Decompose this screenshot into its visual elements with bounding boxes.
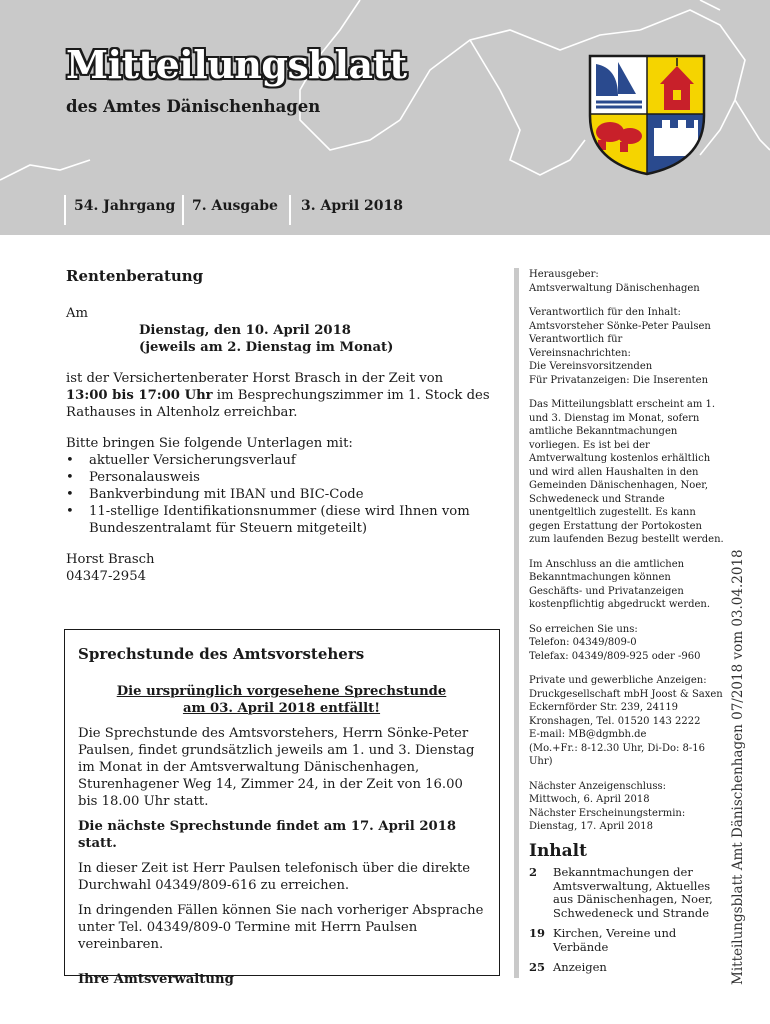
toc-page-number: 19 <box>529 926 546 940</box>
advertising-label: Private und gewerbliche Anzeigen: <box>529 675 707 686</box>
publication-subtitle: des Amtes Dänischenhagen <box>66 97 321 116</box>
next-issue-date: Dienstag, 17. April 2018 <box>529 821 653 832</box>
responsible-line: Für Privatanzeigen: Die Inserenten <box>529 374 709 386</box>
vertical-issue-note: Mitteilungsblatt Amt Dänischenhagen 07/2018 vom 03.04.2018 <box>730 549 746 985</box>
publication-title: Mitteilungsblatt <box>66 42 407 87</box>
rentenberatung-section <box>66 268 506 585</box>
advertising-hours: (Mo.+Fr.: 8-12.30 Uhr, Di-Do: 8-16 Uhr) <box>529 742 705 767</box>
contact-block <box>529 623 724 664</box>
appointment-paragraph: In dringenden Fällen können Sie nach vorheriger Absprache unter Tel. 04349/809-0 Termine mit Herrn Paulsen vereinbaren. <box>78 903 484 952</box>
advisor-time: 13:00 bis 17:00 Uhr <box>66 388 213 403</box>
list-item: • aktueller Versicherungsverlauf <box>66 452 506 469</box>
next-session-notice: Die nächste Sprechstunde findet am 17. April 2018 statt. <box>78 819 457 851</box>
contact-label: So erreichen Sie uns: <box>529 623 638 635</box>
cancellation-notice <box>78 683 485 717</box>
contact-telefax: Telefax: 04349/809-925 oder -960 <box>529 650 701 662</box>
advertising-line: Druckgesellschaft mbH Joost & Saxen <box>529 688 723 700</box>
appointment-date: Dienstag, den 10. April 2018 <box>139 323 351 338</box>
contact-name: Horst Brasch <box>66 552 155 567</box>
masthead <box>0 0 770 235</box>
office-hours-paragraph: Die Sprechstunde des Amtsvorstehers, Herrn Sönke-Peter Paulsen, findet grundsätzlich jeweils am 1. und 3. Dienstag im Monat in der Amtsverwaltung Dänischenhagen, Sturenhagener Weg 14, Zimmer 24, in der Zeit von 16.00 bis 18.00 Uhr statt. <box>78 726 475 809</box>
impressum-sidebar <box>514 268 724 978</box>
meta-divider <box>64 195 66 225</box>
section-heading: Rentenberatung <box>66 267 204 285</box>
toc-title: Bekanntmachungen der Amtsverwaltung, Aktuelles aus Dänischenhagen, Noer, Schwedeneck und Strande <box>553 865 713 920</box>
responsible-line: Verantwortlich für Vereinsnachrichten: <box>529 334 631 359</box>
publication-info: Das Mitteilungsblatt erscheint am 1. und 3. Dienstag im Monat, sofern amtliche Bekanntmachungen vorliegen. Es ist bei der Amtverwaltung kostenlos erhältlich und wird allen Haushalten in den Gemeinden Dänischenhagen, Noer, Schwedeneck und Strande unentgeltlich zugestellt. Es kann gegen Erstattung der Portokosten zum laufenden Bezug bestellt werden. <box>529 399 724 545</box>
toc-row <box>529 866 724 920</box>
sprechstunde-box <box>64 629 500 987</box>
advisor-intro: ist der Versichertenberater Horst Brasch in der Zeit von <box>66 371 444 386</box>
phone-paragraph: In dieser Zeit ist Herr Paulsen telefonisch über die direkte Durchwahl 04349/809-616 zu erreichen. <box>78 861 471 893</box>
coat-of-arms-icon <box>588 54 706 176</box>
contents-heading: Inhalt <box>529 840 587 861</box>
deadline-block <box>529 780 724 834</box>
advisor-location: im Besprechungszimmer im 1. Stock des Rathauses in Altenholz erreichbar. <box>66 388 490 420</box>
deadline-label: Nächster Anzeigenschluss: <box>529 780 667 792</box>
toc-row <box>529 927 724 954</box>
contact-telefon: Telefon: 04349/809-0 <box>529 637 637 648</box>
meta-volume: 54. Jahrgang <box>74 198 176 214</box>
cancellation-line-1: Die ursprünglich vorgesehene Sprechstunde <box>116 684 447 699</box>
advertising-line: Eckernförder Str. 239, 24119 Kronshagen, Tel. 01520 143 2222 <box>529 702 701 727</box>
deadline-date: Mittwoch, 6. April 2018 <box>529 794 650 805</box>
documents-list <box>66 452 506 537</box>
toc-title: Anzeigen <box>553 960 607 974</box>
responsible-label: Verantwortlich für den Inhalt: <box>529 307 681 318</box>
toc-page-number: 25 <box>529 960 546 974</box>
list-item: • 11-stellige Identifikationsnummer (diese wird Ihnen vom Bundeszentralamt für Steuern mitgeteilt) <box>66 503 506 537</box>
meta-divider <box>182 195 184 225</box>
appointment-recurrence: (jeweils am 2. Dienstag im Monat) <box>139 340 394 355</box>
contact-phone: 04347-2954 <box>66 569 146 584</box>
publisher-block <box>529 268 724 295</box>
cancellation-line-2: am 03. April 2018 entfällt! <box>182 701 381 716</box>
signature: Ihre Amtsverwaltung <box>78 972 234 987</box>
next-issue-label: Nächster Erscheinungstermin: <box>529 807 686 819</box>
responsible-line: Amtsvorsteher Sönke-Peter Paulsen <box>529 320 711 332</box>
toc-title: Kirchen, Vereine und Verbände <box>553 926 677 954</box>
section-heading: Sprechstunde des Amtsvorstehers <box>78 645 365 663</box>
advertising-email: E-mail: MB@dgmbh.de <box>529 729 647 740</box>
advisor-paragraph <box>66 370 506 421</box>
meta-divider <box>289 195 291 225</box>
am-label: Am <box>66 306 89 321</box>
toc-page-number: 2 <box>529 865 538 879</box>
advertising-block <box>529 674 724 769</box>
publisher-value: Amtsverwaltung Dänischenhagen <box>529 282 700 294</box>
responsible-block <box>529 306 724 387</box>
publisher-label: Herausgeber: <box>529 269 599 280</box>
ads-info: Im Anschluss an die amtlichen Bekanntmachungen können Geschäfts- und Privatanzeigen kostenpflichtig abgedruckt werden. <box>529 558 711 610</box>
meta-issue: 7. Ausgabe <box>192 198 278 214</box>
toc-row <box>529 961 724 975</box>
documents-intro: Bitte bringen Sie folgende Unterlagen mit: <box>66 436 353 451</box>
list-item: • Bankverbindung mit IBAN und BIC-Code <box>66 486 506 503</box>
responsible-line: Die Vereinsvorsitzenden <box>529 361 653 372</box>
list-item: • Personalausweis <box>66 469 506 486</box>
meta-date: 3. April 2018 <box>301 198 403 214</box>
